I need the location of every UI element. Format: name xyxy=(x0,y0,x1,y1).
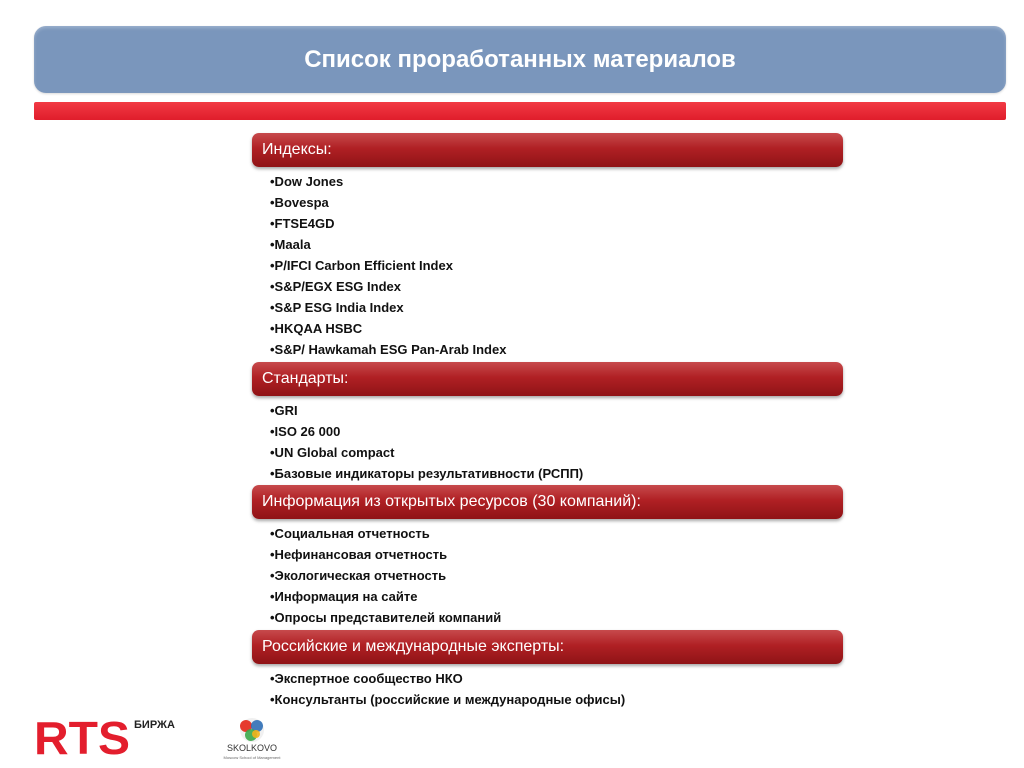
list-item: •Информация на сайте xyxy=(270,589,418,604)
list-item: •Опросы представителей компаний xyxy=(270,610,502,625)
item-list xyxy=(252,396,843,484)
list-item: •ISO 26 000 xyxy=(270,424,341,439)
skolkovo-logo-sub: Moscow School of Management xyxy=(223,755,281,760)
section-header xyxy=(252,485,843,519)
list-item: •P/IFCI Carbon Efficient Index xyxy=(270,258,453,273)
item-list xyxy=(252,167,843,360)
list-item: •S&P/ Hawkamah ESG Pan-Arab Index xyxy=(270,342,507,357)
item-list xyxy=(252,664,843,710)
section-heading: Российские и международные эксперты: xyxy=(262,638,565,655)
list-item: •S&P ESG India Index xyxy=(270,300,404,315)
rts-logo xyxy=(34,716,184,758)
section-open-resources xyxy=(252,485,843,628)
section-experts xyxy=(252,630,843,710)
list-item: •HKQAA HSBC xyxy=(270,321,363,336)
item-list xyxy=(252,519,843,628)
list-item: •Базовые индикаторы результативности (РСПП) xyxy=(270,466,584,481)
section-header xyxy=(252,362,843,396)
section-indexes xyxy=(252,133,843,360)
section-header xyxy=(252,133,843,167)
list-item: •Bovespa xyxy=(270,195,329,210)
section-heading: Стандарты: xyxy=(262,370,349,387)
rts-logo-sub: БИРЖА xyxy=(134,719,175,731)
page-title: Список проработанных материалов xyxy=(304,45,736,73)
list-item: •GRI xyxy=(270,403,298,418)
list-item: •Экспертное сообщество НКО xyxy=(270,671,463,686)
list-item: •Нефинансовая отчетность xyxy=(270,547,448,562)
rts-logo-text: RTS xyxy=(34,716,130,758)
section-standards xyxy=(252,362,843,484)
list-item: •Dow Jones xyxy=(270,174,344,189)
list-item: •FTSE4GD xyxy=(270,216,335,231)
title-bar xyxy=(34,26,1006,93)
section-heading: Информация из открытых ресурсов (30 компаний): xyxy=(262,493,641,510)
list-item: •Экологическая отчетность xyxy=(270,568,447,583)
section-heading: Индексы: xyxy=(262,141,332,158)
skolkovo-logo-text: SKOLKOVO xyxy=(226,743,278,753)
list-item: •Консультанты (российские и международные офисы) xyxy=(270,692,626,707)
section-header xyxy=(252,630,843,664)
list-item: •Социальная отчетность xyxy=(270,526,430,541)
list-item: •Maala xyxy=(270,237,311,252)
red-divider xyxy=(34,102,1006,120)
skolkovo-logo xyxy=(220,714,284,762)
list-item: •S&P/EGX ESG Index xyxy=(270,279,401,294)
list-item: •UN Global compact xyxy=(270,445,395,460)
